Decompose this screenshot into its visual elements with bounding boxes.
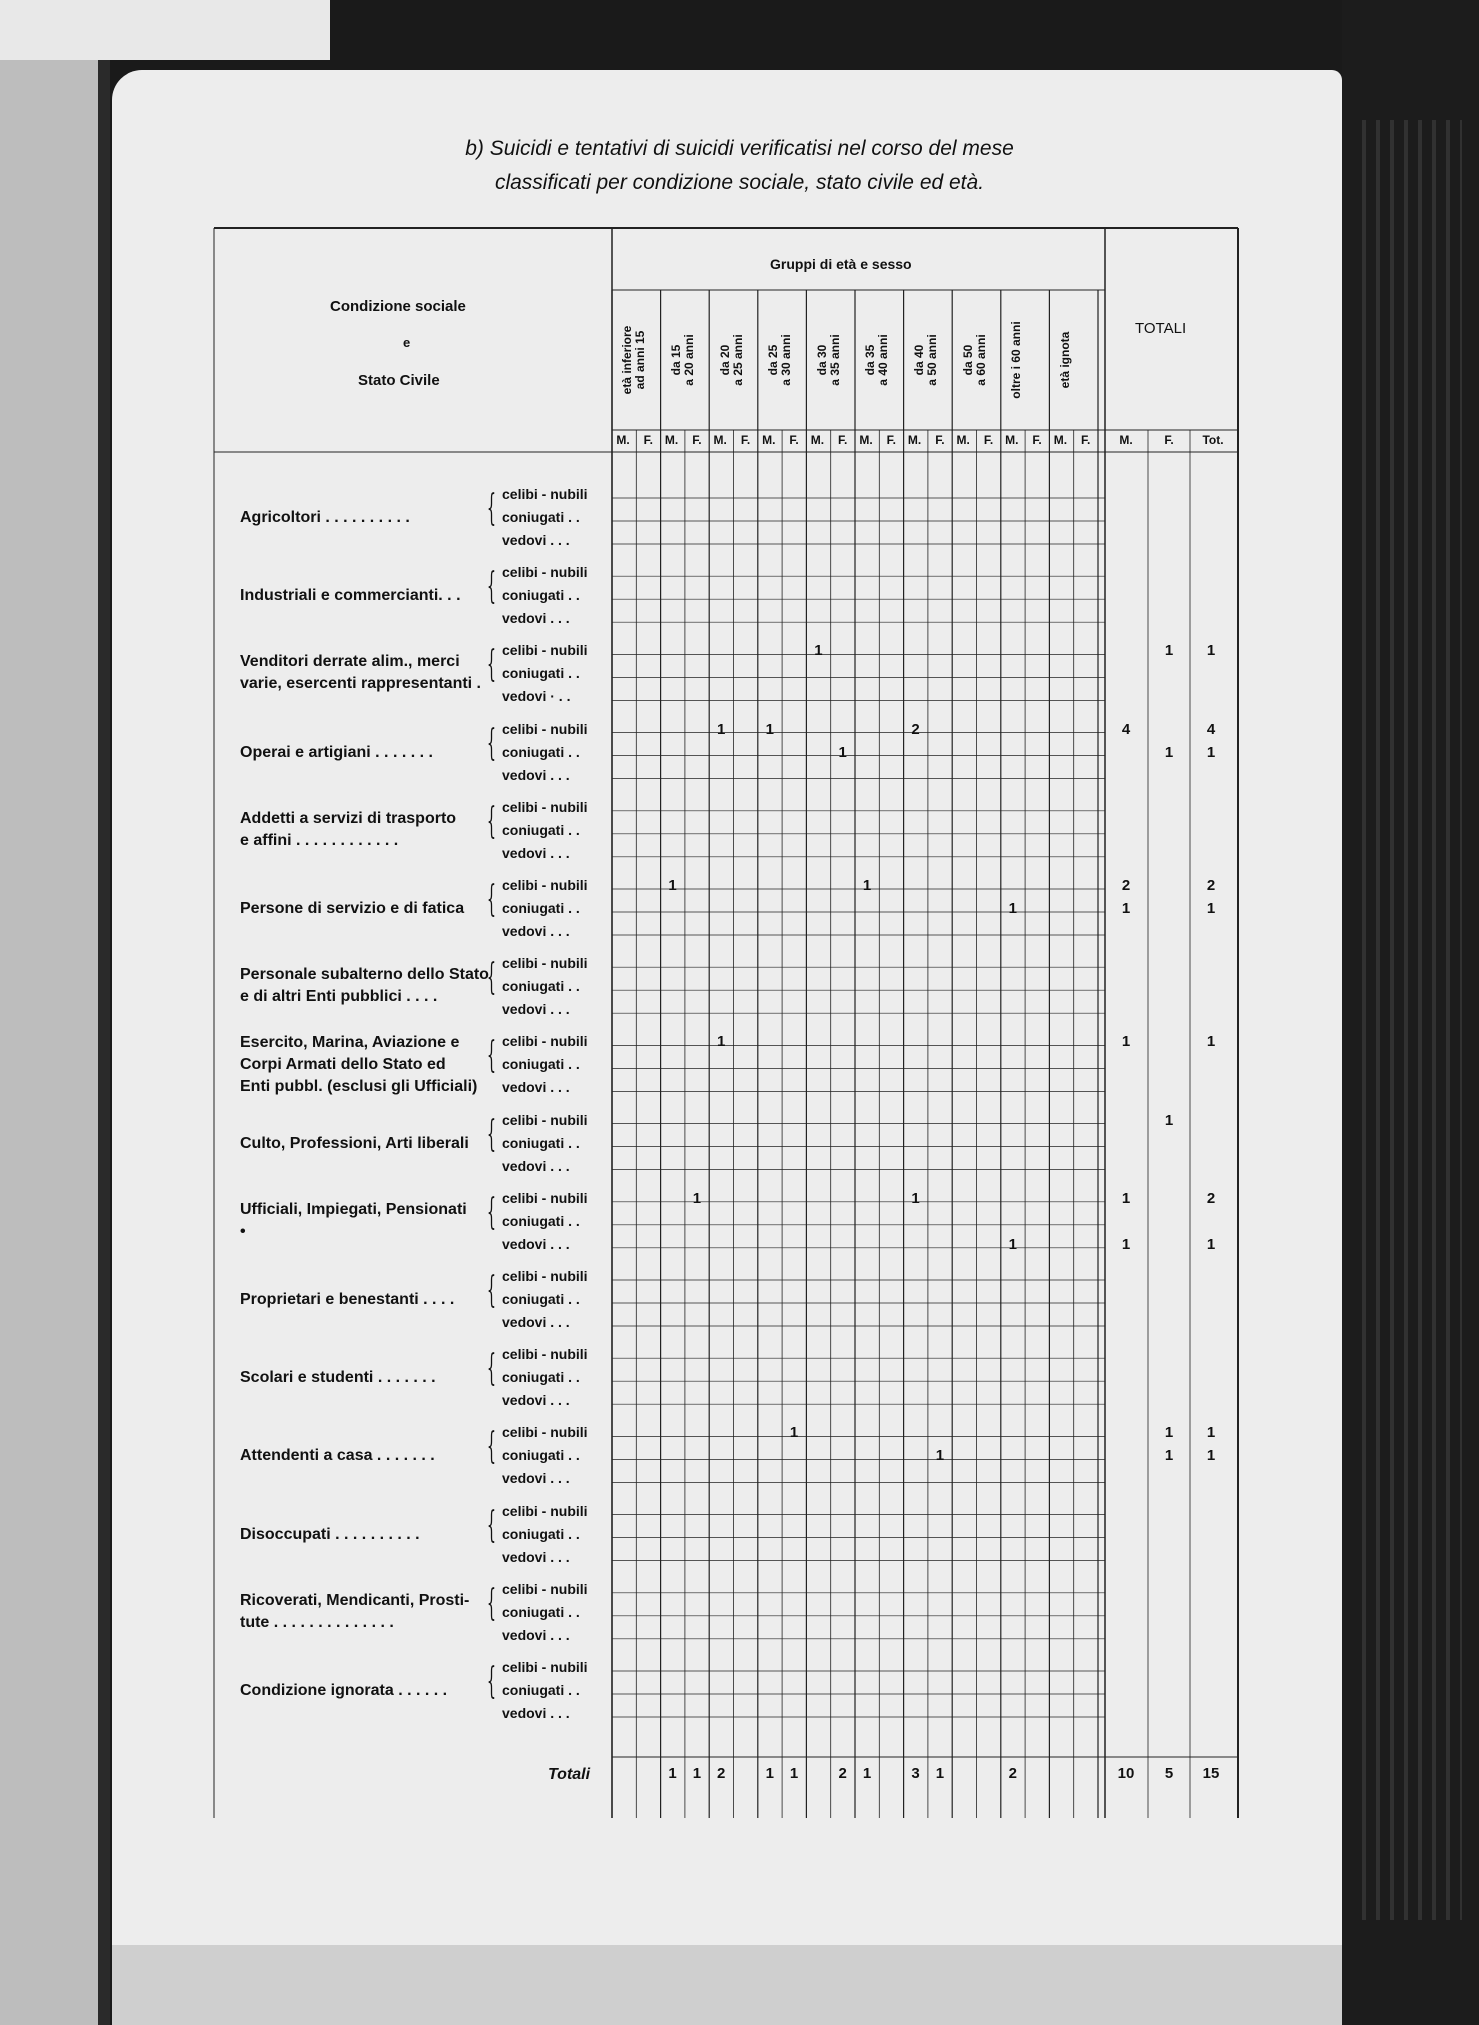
stato-civile-label: celibi - nubili — [502, 1502, 588, 1519]
header-gruppi: Gruppi di età e sesso — [770, 256, 912, 272]
sex-m-label: M. — [810, 433, 825, 447]
category-label: e affini . . . . . . . . . . . . — [240, 831, 399, 849]
brace: { — [486, 1426, 497, 1468]
stato-civile-label: coniugati . . — [502, 743, 580, 760]
totali-cell: 2 — [717, 1765, 726, 1782]
sex-m-label: M. — [859, 433, 873, 447]
stato-civile-label: celibi - nubili — [502, 1111, 588, 1128]
stato-civile-label: coniugati . . — [502, 900, 580, 916]
age-group-label: età inferiore ad anni 15 — [620, 325, 648, 395]
totali-cell: 2 — [1008, 1765, 1017, 1782]
brace: { — [486, 1191, 497, 1233]
totali-cell: 1 — [862, 1765, 872, 1782]
stato-civile-label: celibi - nubili — [502, 486, 588, 502]
brace: { — [486, 800, 497, 842]
total-value: 1 — [1206, 1235, 1216, 1253]
stato-civile-label: coniugati . . — [502, 821, 580, 838]
cell-value: 1 — [692, 1189, 702, 1207]
totali-cell: 1 — [668, 1765, 677, 1782]
category-label: Venditori derrate alim., merci — [240, 653, 460, 671]
cell-value: 1 — [717, 1033, 726, 1051]
brace: { — [486, 1582, 497, 1624]
stato-civile-label: vedovi . . . — [502, 923, 570, 939]
total-value: 1 — [1206, 1447, 1216, 1465]
category-label: Addetti a servizi di trasporto — [240, 809, 457, 827]
stato-civile-label: celibi - nubili — [502, 1189, 588, 1206]
total-value: 4 — [1206, 720, 1216, 738]
stato-civile-label: coniugati . . — [502, 1447, 580, 1464]
stato-civile-label: vedovi . . . — [502, 766, 570, 783]
stato-civile-label: celibi - nubili — [502, 1424, 588, 1441]
sex-m-label: M. — [1005, 433, 1019, 447]
totals-f-label: F. — [1164, 433, 1174, 447]
category-label: Disoccupati . . . . . . . . . . — [240, 1525, 420, 1543]
category-label: Persone di servizio e di fatica — [240, 900, 465, 917]
cell-value: 1 — [1008, 1235, 1017, 1253]
stato-civile-label: coniugati . . — [502, 587, 580, 604]
total-value: 1 — [1206, 900, 1216, 917]
age-group-label: età ignota — [1057, 331, 1072, 389]
category-label: varie, esercenti rappresentanti . — [240, 675, 481, 693]
cell-value: 1 — [862, 877, 872, 894]
sex-f-label: F. — [740, 433, 751, 447]
brace: { — [486, 644, 497, 686]
stato-civile-label: vedovi . . . — [502, 844, 570, 861]
totali-cell: 1 — [935, 1765, 945, 1782]
cell-value: 1 — [814, 642, 823, 660]
cell-value: 1 — [838, 743, 847, 761]
brace: { — [486, 1113, 497, 1155]
stato-civile-label: celibi - nubili — [502, 1659, 588, 1675]
category-label: Ufficiali, Impiegati, Pensionati — [240, 1200, 467, 1218]
stato-civile-label: coniugati . . — [502, 1682, 580, 1698]
total-value: 1 — [1121, 900, 1131, 917]
stato-civile-label: coniugati . . — [502, 665, 580, 682]
total-value: 1 — [1121, 1033, 1131, 1051]
total-value: 1 — [1164, 743, 1174, 761]
total-value: 1 — [1164, 1424, 1174, 1442]
age-group-label: da 50 a 60 anni — [960, 334, 988, 386]
total-value: 1 — [1164, 642, 1174, 660]
sex-m-label: M. — [664, 433, 679, 447]
cell-value: 1 — [935, 1447, 945, 1465]
stato-civile-label: coniugati . . — [502, 978, 580, 995]
totali-cell: 3 — [911, 1765, 920, 1782]
category-label: • — [240, 1222, 246, 1240]
stato-civile-label: coniugati . . — [502, 1134, 580, 1151]
total-value: 2 — [1206, 1189, 1216, 1207]
sex-f-label: F. — [838, 433, 848, 447]
brace: { — [486, 1270, 497, 1311]
totali-cell: 2 — [838, 1765, 847, 1782]
total-value: 2 — [1206, 877, 1216, 894]
age-group-label: oltre i 60 anni — [1009, 321, 1024, 399]
cell-value: 1 — [1008, 900, 1017, 917]
stato-civile-label: vedovi . . . — [502, 1705, 570, 1721]
stato-civile-label: vedovi . . . — [502, 1314, 570, 1330]
sex-m-label: M. — [1053, 433, 1068, 447]
stato-civile-label: coniugati . . — [502, 1603, 580, 1620]
stato-civile-label: coniugati . . — [502, 1056, 580, 1073]
age-group-label: da 25 a 30 anni — [766, 334, 794, 386]
stato-civile-label: vedovi . . . — [502, 1079, 570, 1096]
total-value: 1 — [1206, 743, 1216, 761]
stato-civile-label: vedovi . . . — [502, 1235, 570, 1252]
total-value: 1 — [1121, 1235, 1131, 1253]
category-label: Agricoltori . . . . . . . . . . — [240, 509, 410, 526]
category-label: Operai e artigiani . . . . . . . — [240, 743, 433, 761]
sex-f-label: F. — [983, 433, 994, 447]
category-label: Culto, Professioni, Arti liberali — [240, 1134, 469, 1152]
stato-civile-label: vedovi . . . — [502, 1548, 570, 1565]
sex-f-label: F. — [692, 433, 702, 447]
total-value: 1 — [1164, 1447, 1174, 1465]
brace: { — [486, 722, 497, 764]
stato-civile-label: vedovi . . . — [502, 1392, 570, 1409]
total-value: 1 — [1164, 1111, 1174, 1129]
brace: { — [486, 957, 497, 999]
stato-civile-label: coniugati . . — [502, 1291, 580, 1307]
brace: { — [486, 566, 497, 608]
stato-civile-label: vedovi . . . — [502, 610, 570, 627]
stato-civile-label: vedovi . . . — [502, 532, 570, 548]
totali-cell: 1 — [692, 1765, 702, 1782]
category-label: Scolari e studenti . . . . . . . — [240, 1369, 436, 1387]
stato-civile-label: vedovi . . . — [502, 1470, 570, 1487]
sex-m-label: M. — [907, 433, 922, 447]
total-value: 1 — [1206, 642, 1216, 660]
totali-label: Totali — [548, 1766, 591, 1783]
brace: { — [486, 488, 497, 529]
stato-civile-label: coniugati . . — [502, 1525, 580, 1542]
sex-f-label: F. — [789, 433, 799, 447]
category-label: Industriali e commercianti. . . — [240, 587, 461, 605]
brace: { — [486, 1661, 497, 1702]
cell-value: 2 — [911, 720, 920, 738]
category-label: Proprietari e benestanti . . . . — [240, 1291, 455, 1308]
totali-total: 15 — [1202, 1765, 1220, 1782]
header-e: e — [403, 335, 411, 350]
title-line-2: classificati per condizione sociale, stato civile ed età. — [494, 171, 985, 194]
category-label: Esercito, Marina, Aviazione e — [240, 1034, 460, 1052]
total-value: 1 — [1206, 1424, 1216, 1442]
category-label: Personale subalterno dello Stato — [240, 966, 489, 984]
total-value: 1 — [1206, 1033, 1216, 1051]
category-label: Attendenti a casa . . . . . . . — [240, 1447, 435, 1465]
brace: { — [486, 1348, 497, 1390]
category-label: Corpi Armati dello Stato ed — [240, 1056, 446, 1074]
stato-civile-label: coniugati . . — [502, 509, 580, 525]
totali-total: 10 — [1117, 1765, 1135, 1782]
sex-f-label: F. — [1081, 433, 1091, 447]
brace: { — [486, 1035, 497, 1077]
brace: { — [486, 1504, 497, 1546]
cell-value: 1 — [717, 720, 726, 738]
stato-civile-label: coniugati . . — [502, 1369, 580, 1386]
header-condizione: Condizione sociale — [330, 298, 466, 315]
sex-m-label: M. — [616, 433, 630, 447]
total-value: 1 — [1121, 1189, 1131, 1207]
stato-civile-label: celibi - nubili — [502, 877, 588, 893]
sex-f-label: F. — [1032, 433, 1042, 447]
header-stato-civile: Stato Civile — [358, 372, 440, 389]
stato-civile-label: vedovi . . . — [502, 1157, 570, 1174]
stato-civile-label: celibi - nubili — [502, 564, 588, 581]
sex-f-label: F. — [886, 433, 896, 447]
stato-civile-label: celibi - nubili — [502, 1268, 588, 1284]
age-group-label: da 40 a 50 anni — [911, 334, 939, 386]
age-group-label: da 35 a 40 anni — [863, 334, 891, 386]
totali-cell: 1 — [789, 1765, 799, 1782]
stato-civile-label: celibi - nubili — [502, 798, 588, 815]
sex-f-label: F. — [935, 433, 945, 447]
age-group-label: da 30 a 35 anni — [814, 334, 842, 386]
stato-civile-label: celibi - nubili — [502, 1033, 588, 1050]
stato-civile-label: celibi - nubili — [502, 642, 588, 659]
category-label: tute . . . . . . . . . . . . . . — [240, 1613, 394, 1631]
stato-civile-label: vedovi . . . — [502, 1626, 570, 1643]
stato-civile-label: coniugati . . — [502, 1212, 580, 1229]
age-group-label: da 15 a 20 anni — [668, 334, 696, 386]
stato-civile-label: celibi - nubili — [502, 1580, 588, 1597]
totals-tot-label: Tot. — [1202, 433, 1224, 447]
stato-civile-label: vedovi . . . — [502, 1001, 570, 1018]
total-value: 4 — [1121, 720, 1131, 738]
cell-value: 1 — [911, 1189, 920, 1207]
category-label: Condizione ignorata . . . . . . — [240, 1682, 448, 1699]
sex-m-label: M. — [713, 433, 727, 447]
sex-f-label: F. — [643, 433, 653, 447]
age-group-label: da 20 a 25 anni — [717, 334, 745, 386]
header-totali: TOTALI — [1135, 320, 1187, 337]
category-label: Enti pubbl. (esclusi gli Ufficiali) — [240, 1078, 478, 1096]
cell-value: 1 — [668, 877, 677, 894]
category-label: Ricoverati, Mendicanti, Prosti- — [240, 1591, 470, 1609]
stato-civile-label: celibi - nubili — [502, 720, 588, 737]
category-label: e di altri Enti pubblici . . . . — [240, 988, 438, 1006]
sex-m-label: M. — [762, 433, 776, 447]
stato-civile-label: vedovi · . . — [502, 688, 571, 705]
totali-total: 5 — [1164, 1765, 1174, 1782]
stato-civile-label: celibi - nubili — [502, 1346, 588, 1363]
title-line-1: b) Suicidi e tentativi di suicidi verificatisi nel corso del mese — [465, 137, 1014, 160]
sex-m-label: M. — [956, 433, 970, 447]
totali-cell: 1 — [765, 1765, 774, 1782]
totals-m-label: M. — [1119, 433, 1133, 447]
cell-value: 1 — [789, 1424, 799, 1442]
brace: { — [486, 879, 497, 920]
total-value: 2 — [1121, 877, 1131, 894]
stato-civile-label: celibi - nubili — [502, 955, 588, 972]
cell-value: 1 — [765, 720, 774, 738]
